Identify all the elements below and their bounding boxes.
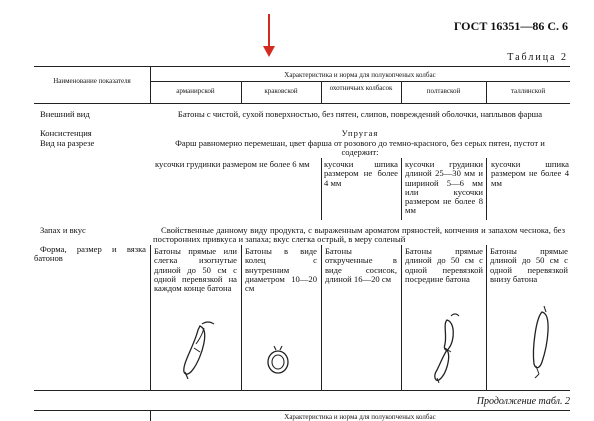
column-header-krakovskoy: краковской bbox=[264, 87, 298, 95]
vid-razreze-armavirskoy-krakovskoy: кусочки грудинки размером не более 6 мм bbox=[155, 159, 310, 169]
column-header-ohotnichih: охотничьих колбасок bbox=[329, 84, 393, 92]
table-label: Таблица 2 bbox=[507, 52, 568, 63]
bottom-column-group-header: Характеристика и норма для полукопченых колбас bbox=[284, 413, 436, 421]
konsistenciya-value: Упругая bbox=[341, 128, 379, 138]
row-label-forma: Форма, размер и вязка батонов bbox=[34, 244, 146, 264]
vid-razreze-ohotnichih: кусочки шпика размером не более 4 мм bbox=[324, 159, 398, 188]
vneshniy-vid-value: Батоны с чистой, сухой поверхностью, без пятен, слипов, повреждений оболочки, наплывов фарша bbox=[177, 109, 543, 119]
column-header-poltavskoy: полтавской bbox=[426, 87, 461, 95]
curved-sausage-illustration bbox=[172, 316, 222, 382]
zapah-value: Свойственные данному виду продукта, с выраженным ароматом пряностей, копчения и запахом чеснока, без посторонних привкуса и запаха; вкус слегка острый, в меру соленый bbox=[153, 225, 565, 245]
straight-sausage-middle-tie-illustration bbox=[425, 312, 465, 384]
continuation-label: Продолжение табл. 2 bbox=[476, 396, 570, 407]
ring-sausage-illustration bbox=[262, 344, 294, 376]
column-header-armavirskoy: арманирской bbox=[176, 87, 215, 95]
row-label-zapah: Запах и вкус bbox=[40, 225, 86, 235]
forma-tallinskoy: Батоны прямые длиной до 50 см с одной перевязкой внизу батона bbox=[490, 246, 568, 284]
column-header-name: Наименование показателя bbox=[53, 77, 131, 85]
column-group-header: Характеристика и норма для полукопченых колбас bbox=[284, 71, 436, 79]
page-header: ГОСТ 16351—86 С. 6 bbox=[453, 19, 568, 33]
forma-armavirskoy: Батоны прямые или слегка изогнутые длиной до 50 см с одной перевязкой на каждом конце батона bbox=[154, 246, 237, 294]
straight-sausage-bottom-tie-illustration bbox=[524, 304, 558, 380]
forma-krakovskoy: Батоны в виде колец с внутренним диаметром 10—20 см bbox=[245, 246, 317, 294]
row-label-konsistenciya: Консистенция bbox=[40, 128, 92, 138]
vid-razreze-poltavskoy: кусочки грудинки длиной 25—30 мм и шириной 5—6 мм или кусочки размером не более 8 мм bbox=[405, 159, 483, 216]
red-down-arrow-icon bbox=[262, 14, 276, 58]
column-header-tallinskoy: таллинской bbox=[510, 87, 546, 95]
vid-na-razreze-value: Фарш равномерно перемешан, цвет фарша от розового до темно-красного, без серых пятен, пустот и содержит: bbox=[175, 138, 545, 158]
row-label-vneshniy-vid: Внешний вид bbox=[40, 109, 90, 119]
row-label-vid-na-razreze: Вид на разрезе bbox=[40, 138, 95, 148]
vid-razreze-tallinskoy: кусочки шпика размером не более 4 мм bbox=[491, 159, 569, 188]
forma-poltavskoy: Батоны прямые длиной до 50 см с одной перевязкой посредине батона bbox=[405, 246, 483, 284]
forma-ohotnichih: Батоны открученные в виде сосисок, длиной 16—20 см bbox=[325, 246, 397, 284]
